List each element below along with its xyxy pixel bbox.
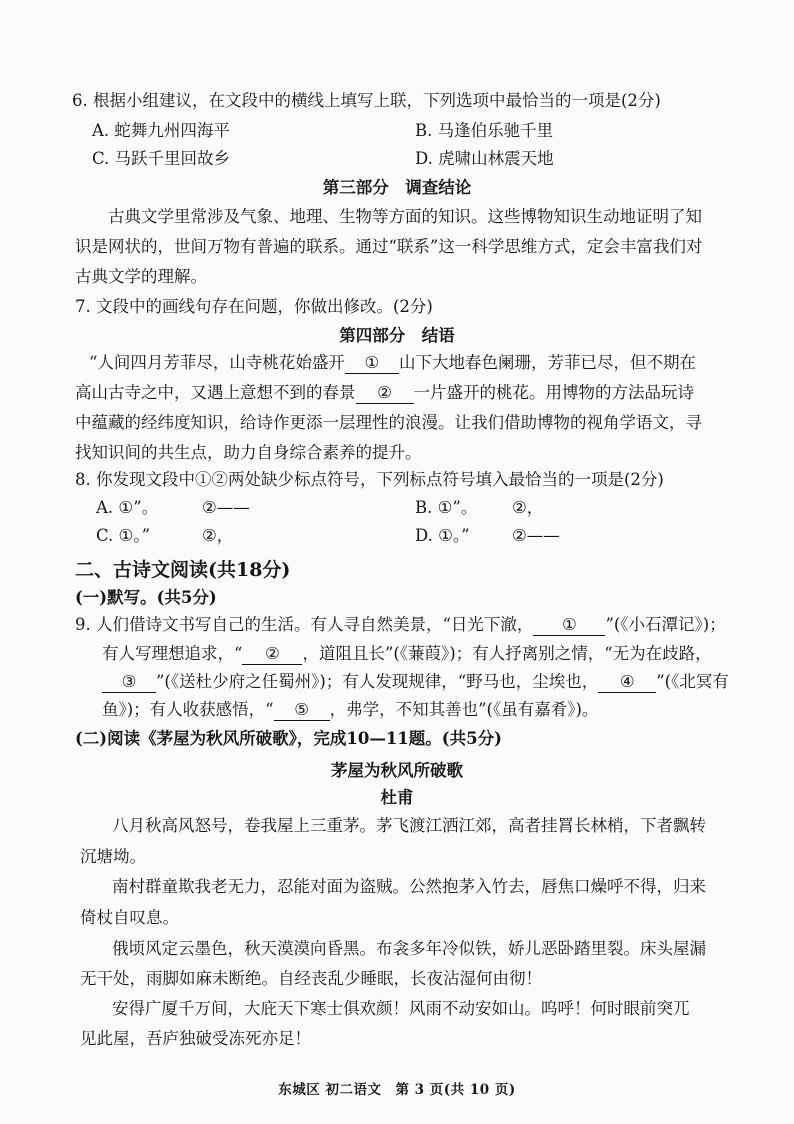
poem-stanza-2-line-2: 倚杖自叹息。 [80, 908, 179, 927]
q9-line-4-text-b: ，弗学，不知其善也”(《虽有嘉肴》)。 [329, 700, 599, 719]
poem-stanza-1-line-1: 八月秋高风怒号，卷我屋上三重茅。茅飞渡江洒江郊，高者挂罥长林梢，下者飘转 [112, 816, 706, 835]
poem-stanza-4-line-1: 安得广厦千万间，大庇天下寒士俱欢颜！风雨不动安如山。呜呼！何时眼前突兀 [112, 999, 690, 1018]
section-2-subsection-2: (二)阅读《茅屋为秋风所破歌》，完成10—11题。(共5分) [75, 729, 502, 748]
part4-line-1-text-b: 山下大地春色阑珊，芳菲已尽，但不期在 [398, 353, 696, 372]
q8-option-b-2: ②， [512, 498, 544, 517]
q7-stem: 7. 文段中的画线句存在问题，你做出修改。(2分) [75, 297, 433, 316]
q9-blank-3: ③ [102, 672, 156, 693]
q6-option-a: A. 蛇舞九州四海平 [92, 121, 230, 140]
q9-blank-2: ② [242, 644, 302, 665]
page-footer: 东城区 初二语文 第 3 页(共 10 页) [278, 1082, 516, 1098]
part4-text-line-4: 找知识间的共生点，助力自身综合素养的提升。 [75, 443, 422, 462]
part3-text-line-3: 古典文学的理解。 [75, 267, 207, 286]
q9-blank-5: ⑤ [274, 700, 330, 721]
q8-option-a-2: ②—— [202, 498, 250, 517]
part4-line-1-text-a: “人间四月芳菲尽，山寺桃花始盛开 [89, 353, 345, 372]
q9-line-1-text-b: ”(《小石潭记》)； [605, 615, 726, 634]
poem-author: 杜甫 [380, 788, 414, 807]
poem-stanza-3-line-2: 无干处，雨脚如麻未断绝。自经丧乱少睡眠，长夜沾湿何由彻！ [80, 969, 542, 988]
poem-stanza-3-line-1: 俄顷风定云墨色，秋天漠漠向昏黑。布衾多年冷似铁，娇儿恶卧踏里裂。床头屋漏 [112, 939, 706, 958]
poem-stanza-2-line-1: 南村群童欺我老无力，忍能对面为盗贼。公然抱茅入竹去，唇焦口燥呼不得，归来 [112, 877, 706, 896]
q9-line-2-text-a: 有人写理想追求，“ [102, 644, 243, 663]
q8-stem: 8. 你发现文段中①②两处缺少标点符号，下列标点符号填入最恰当的一项是(2分) [75, 470, 664, 489]
q8-option-d-2: ②—— [512, 526, 560, 545]
q6-option-c: C. 马跃千里回故乡 [92, 149, 231, 168]
q9-line-2-text-b: ，道阻且长”(《蒹葭》)；有人抒离别之情，“无为在歧路， [302, 644, 712, 663]
q9-line-1 [75, 614, 726, 636]
section-2-subsection-1: (一)默写。(共5分) [75, 588, 217, 607]
q9-line-4 [102, 699, 598, 721]
q8-option-c-2: ②， [202, 526, 234, 545]
poem-title: 茅屋为秋风所破歌 [331, 761, 463, 780]
part4-text-line-2 [75, 382, 694, 404]
blank-2: ② [356, 383, 414, 404]
q6-option-b: B. 马逢伯乐驰千里 [415, 121, 554, 140]
q9-line-2 [102, 643, 712, 665]
q9-line-3-text-b: ”(《北冥有 [656, 672, 729, 691]
part3-text-line-2: 识是网状的，世间万物有普遍的联系。通过“联系”这一科学思维方式，定会丰富我们对 [75, 237, 703, 256]
part4-line-2-text-a: 高山古寺之中，又遇上意想不到的春景 [75, 383, 356, 402]
q8-option-d-1: D. ①。” [415, 526, 470, 545]
part4-heading: 第四部分 结语 [339, 326, 455, 345]
q9-blank-4: ④ [598, 672, 656, 693]
q6-option-d: D. 虎啸山林震天地 [415, 149, 554, 168]
q9-blank-1: ① [533, 615, 605, 636]
q8-option-b-1: B. ①”。 [415, 498, 478, 517]
part4-text-line-1 [89, 352, 696, 374]
q9-line-3-text-a: ”(《送杜少府之任蜀州》)；有人发现规律，“野马也，尘埃也， [156, 672, 599, 691]
section-2-title: 二、古诗文阅读(共18分) [75, 559, 291, 581]
q9-line-3 [102, 671, 729, 693]
q6-stem: 6. 根据小组建议，在文段中的横线上填写上联，下列选项中最恰当的一项是(2分) [72, 91, 661, 110]
q9-line-1-text-a: 9. 人们借诗文书写自己的生活。有人寻自然美景，“日光下澈， [75, 615, 534, 634]
part3-text-line-1: 古典文学里常涉及气象、地理、生物等方面的知识。这些博物知识生动地证明了知 [108, 207, 702, 226]
poem-stanza-4-line-2: 见此屋，吾庐独破受冻死亦足！ [80, 1029, 311, 1048]
q8-option-c-1: C. ①。” [96, 526, 151, 545]
part4-line-2-text-b: 一片盛开的桃花。用博物的方法品玩诗 [413, 383, 694, 402]
part3-heading: 第三部分 调查结论 [322, 178, 472, 197]
q8-option-a-1: A. ①”。 [96, 498, 159, 517]
q9-line-4-text-a: 鱼》)；有人收获感悟，“ [102, 700, 274, 719]
poem-stanza-1-line-2: 沉塘坳。 [80, 847, 146, 866]
blank-1: ① [345, 353, 399, 374]
part4-text-line-3: 中蕴藏的经纬度知识，给诗作更添一层理性的浪漫。让我们借助博物的视角学语文，寻 [75, 413, 702, 432]
